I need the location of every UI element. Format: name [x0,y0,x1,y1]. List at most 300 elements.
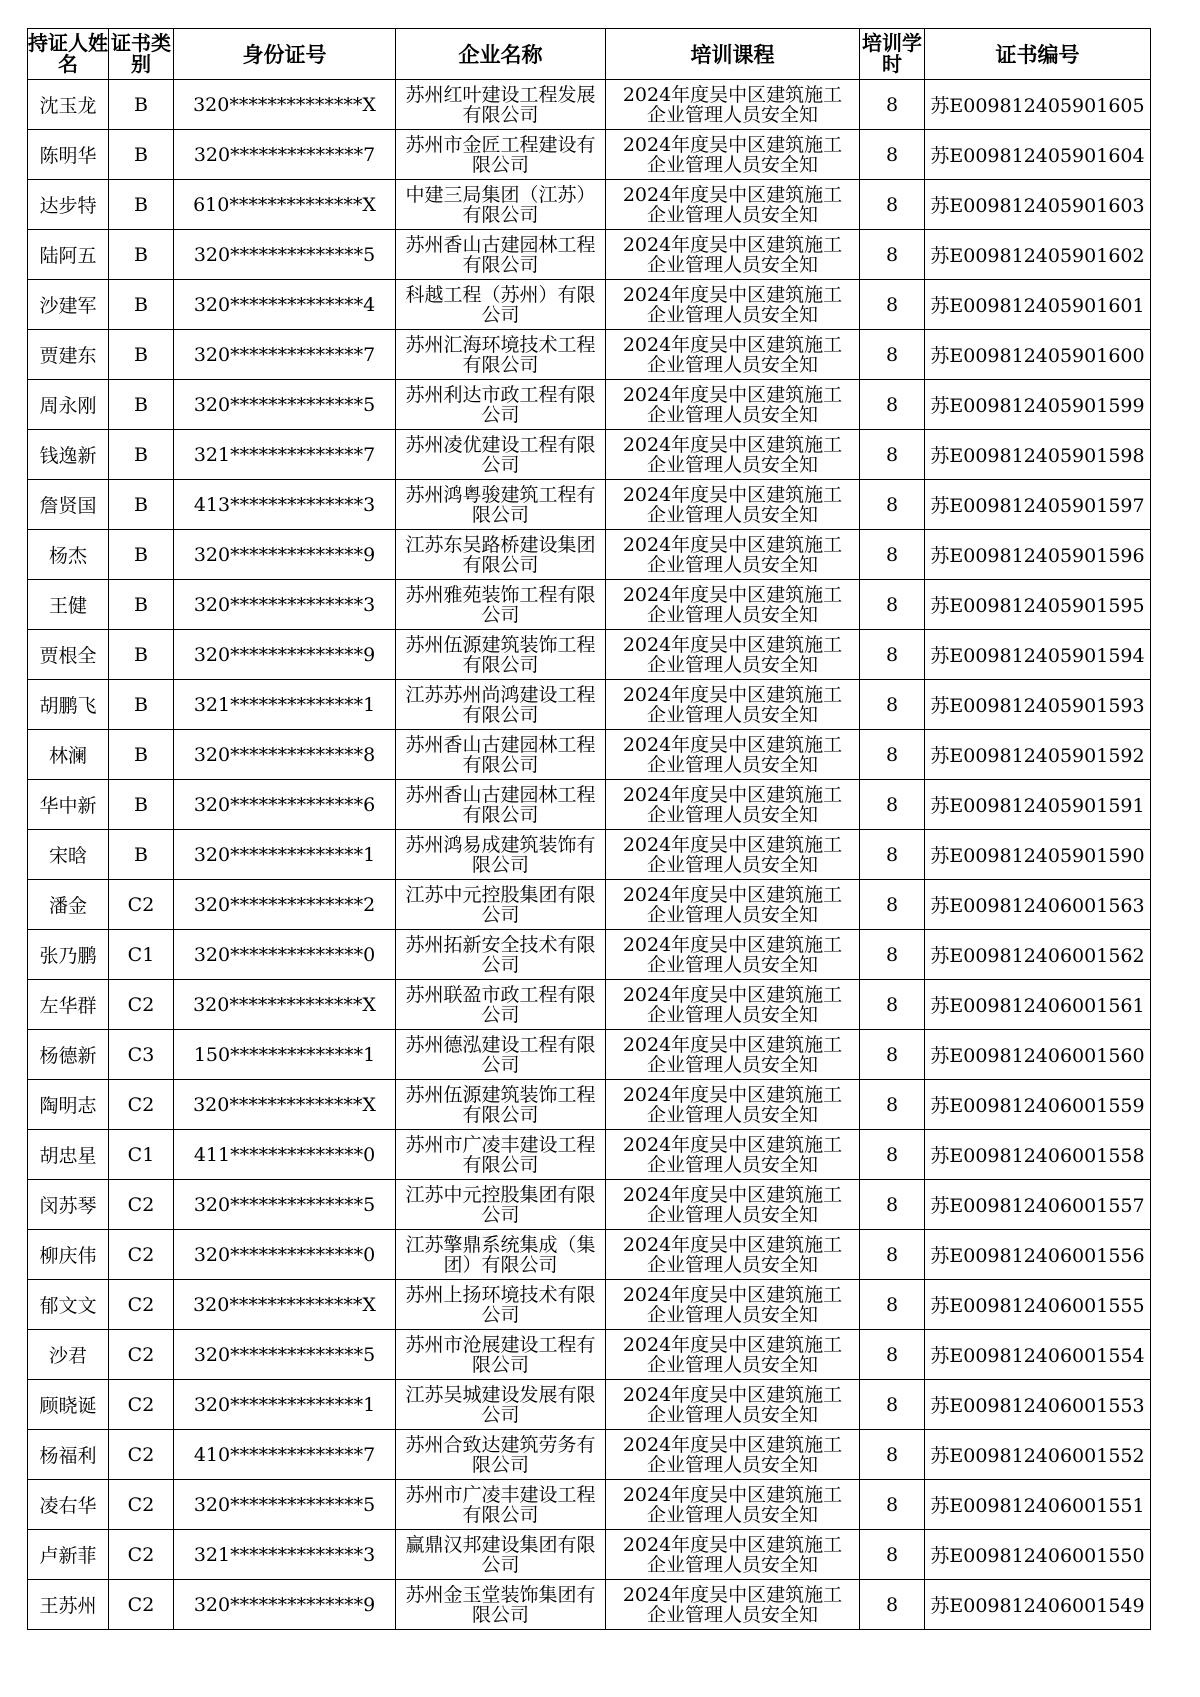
company-cell [396,780,606,830]
cert-type-cell: B [109,730,174,780]
company-cell-text: 苏州联盈市政工程有限公司 [405,984,596,1025]
table-header [28,29,1151,80]
company-cell [396,1180,606,1230]
course-cell [606,780,860,830]
course-cell-text: 2024年度吴中区建筑施工企业管理人员安全知 [622,1434,843,1475]
company-cell-text: 苏州汇海环境技术工程有限公司 [405,334,596,375]
course-cell-text: 2024年度吴中区建筑施工企业管理人员安全知 [622,434,843,475]
company-cell [396,1430,606,1480]
course-cell-text: 2024年度吴中区建筑施工企业管理人员安全知 [622,1234,843,1275]
cert-type-cell: C2 [109,1480,174,1530]
table-row [28,430,1151,480]
cert-type-cell: C2 [109,980,174,1030]
id-number-cell: 320**************1 [174,830,396,880]
id-number-cell: 610**************X [174,180,396,230]
id-number-cell: 320**************5 [174,230,396,280]
company-cell-text: 苏州伍源建筑装饰工程有限公司 [405,1084,596,1125]
course-cell-text: 2024年度吴中区建筑施工企业管理人员安全知 [622,584,843,625]
name-cell: 宋晗 [28,830,109,880]
table-row [28,480,1151,530]
course-cell [606,330,860,380]
header-course: 培训课程 [606,29,860,80]
company-cell [396,380,606,430]
company-cell [396,280,606,330]
name-cell: 杨福利 [28,1430,109,1480]
name-cell: 沙君 [28,1330,109,1380]
course-cell-text: 2024年度吴中区建筑施工企业管理人员安全知 [622,984,843,1025]
company-cell-text: 苏州利达市政工程有限公司 [405,384,596,425]
cert-no-cell: 苏E009812406001559 [925,1080,1151,1130]
cert-no-cell: 苏E009812405901604 [925,130,1151,180]
hours-cell: 8 [860,780,925,830]
course-cell [606,80,860,130]
cert-no-cell: 苏E009812405901594 [925,630,1151,680]
cert-no-cell: 苏E009812405901598 [925,430,1151,480]
cert-no-cell: 苏E009812405901591 [925,780,1151,830]
company-cell-text: 苏州鸿粤骏建筑工程有限公司 [405,484,596,525]
course-cell-text: 2024年度吴中区建筑施工企业管理人员安全知 [622,384,843,425]
company-cell-text: 江苏中元控股集团有限公司 [405,884,596,925]
course-cell-text: 2024年度吴中区建筑施工企业管理人员安全知 [622,1534,843,1575]
company-cell [396,730,606,780]
table-row [28,1080,1151,1130]
table-row [28,730,1151,780]
id-number-cell: 320**************5 [174,380,396,430]
course-cell-text: 2024年度吴中区建筑施工企业管理人员安全知 [622,134,843,175]
company-cell [396,830,606,880]
cert-type-cell: B [109,480,174,530]
id-number-cell: 321**************3 [174,1530,396,1580]
course-cell [606,1030,860,1080]
id-number-cell: 320**************0 [174,930,396,980]
cert-type-cell: B [109,280,174,330]
company-cell-text: 江苏苏州尚鸿建设工程有限公司 [405,684,596,725]
cert-no-cell: 苏E009812406001557 [925,1180,1151,1230]
cert-no-cell: 苏E009812405901605 [925,80,1151,130]
id-number-cell: 321**************7 [174,430,396,480]
company-cell [396,1330,606,1380]
id-number-cell: 320**************5 [174,1330,396,1380]
course-cell [606,1130,860,1180]
company-cell-text: 苏州凌优建设工程有限公司 [405,434,596,475]
course-cell-text: 2024年度吴中区建筑施工企业管理人员安全知 [622,1134,843,1175]
cert-no-cell: 苏E009812405901601 [925,280,1151,330]
name-cell: 郁文文 [28,1280,109,1330]
company-cell [396,1130,606,1180]
name-cell: 杨德新 [28,1030,109,1080]
name-cell: 詹贤国 [28,480,109,530]
cert-type-cell: C2 [109,1380,174,1430]
name-cell: 贾建东 [28,330,109,380]
course-cell-text: 2024年度吴中区建筑施工企业管理人员安全知 [622,334,843,375]
cert-no-cell: 苏E009812406001553 [925,1380,1151,1430]
company-cell [396,630,606,680]
course-cell [606,1530,860,1580]
company-cell-text: 苏州红叶建设工程发展有限公司 [405,84,596,125]
course-cell [606,980,860,1030]
company-cell-text: 苏州市广凌丰建设工程有限公司 [405,1484,596,1525]
name-cell: 陆阿五 [28,230,109,280]
cert-type-cell: C2 [109,1180,174,1230]
company-cell [396,1230,606,1280]
cert-no-cell: 苏E009812405901596 [925,530,1151,580]
header-cert-type: 证书类别 [109,29,174,80]
hours-cell: 8 [860,580,925,630]
company-cell [396,330,606,380]
course-cell [606,1180,860,1230]
hours-cell: 8 [860,930,925,980]
cert-type-cell: B [109,580,174,630]
hours-cell: 8 [860,280,925,330]
hours-cell: 8 [860,380,925,430]
course-cell-text: 2024年度吴中区建筑施工企业管理人员安全知 [622,1334,843,1375]
hours-cell: 8 [860,1080,925,1130]
hours-cell: 8 [860,730,925,780]
company-cell-text: 苏州德泓建设工程有限公司 [405,1034,596,1075]
company-cell-text: 苏州伍源建筑装饰工程有限公司 [405,634,596,675]
course-cell-text: 2024年度吴中区建筑施工企业管理人员安全知 [622,84,843,125]
course-cell-text: 2024年度吴中区建筑施工企业管理人员安全知 [622,1384,843,1425]
cert-type-cell: B [109,430,174,480]
id-number-cell: 320**************9 [174,530,396,580]
company-cell [396,430,606,480]
course-cell-text: 2024年度吴中区建筑施工企业管理人员安全知 [622,1584,843,1625]
cert-type-cell: C2 [109,1430,174,1480]
course-cell [606,280,860,330]
course-cell [606,830,860,880]
name-cell: 胡忠星 [28,1130,109,1180]
course-cell-text: 2024年度吴中区建筑施工企业管理人员安全知 [622,1034,843,1075]
company-cell-text: 苏州香山古建园林工程有限公司 [405,784,596,825]
course-cell [606,1230,860,1280]
name-cell: 凌右华 [28,1480,109,1530]
course-cell [606,680,860,730]
name-cell: 卢新菲 [28,1530,109,1580]
hours-cell: 8 [860,1430,925,1480]
table-row [28,530,1151,580]
company-cell-text: 江苏东吴路桥建设集团有限公司 [405,534,596,575]
table-row [28,1580,1151,1630]
course-cell-text: 2024年度吴中区建筑施工企业管理人员安全知 [622,934,843,975]
course-cell-text: 2024年度吴中区建筑施工企业管理人员安全知 [622,234,843,275]
table-row [28,80,1151,130]
company-cell [396,1580,606,1630]
header-hours: 培训学时 [860,29,925,80]
id-number-cell: 320**************X [174,80,396,130]
hours-cell: 8 [860,1580,925,1630]
course-cell [606,730,860,780]
table-row [28,1380,1151,1430]
hours-cell: 8 [860,430,925,480]
company-cell-text: 苏州雅苑装饰工程有限公司 [405,584,596,625]
id-number-cell: 320**************5 [174,1480,396,1530]
course-cell [606,480,860,530]
company-cell-text: 苏州合致达建筑劳务有限公司 [405,1434,596,1475]
company-cell [396,180,606,230]
hours-cell: 8 [860,1280,925,1330]
company-cell [396,530,606,580]
company-cell [396,1380,606,1430]
cert-no-cell: 苏E009812406001561 [925,980,1151,1030]
course-cell [606,930,860,980]
cert-no-cell: 苏E009812406001562 [925,930,1151,980]
id-number-cell: 320**************9 [174,1580,396,1630]
hours-cell: 8 [860,630,925,680]
hours-cell: 8 [860,1130,925,1180]
company-cell-text: 江苏擎鼎系统集成（集团）有限公司 [405,1234,596,1275]
hours-cell: 8 [860,880,925,930]
hours-cell: 8 [860,80,925,130]
company-cell [396,580,606,630]
name-cell: 王苏州 [28,1580,109,1630]
cert-no-cell: 苏E009812405901603 [925,180,1151,230]
cert-no-cell: 苏E009812405901599 [925,380,1151,430]
table-row [28,1530,1151,1580]
company-cell-text: 苏州香山古建园林工程有限公司 [405,734,596,775]
course-cell-text: 2024年度吴中区建筑施工企业管理人员安全知 [622,634,843,675]
company-cell-text: 苏州金玉堂装饰集团有限公司 [405,1584,596,1625]
table-row [28,380,1151,430]
company-cell [396,1530,606,1580]
header-cert-no: 证书编号 [925,29,1151,80]
cert-no-cell: 苏E009812405901597 [925,480,1151,530]
cert-type-cell: C2 [109,1280,174,1330]
cert-no-cell: 苏E009812406001550 [925,1530,1151,1580]
id-number-cell: 413**************3 [174,480,396,530]
cert-no-cell: 苏E009812405901593 [925,680,1151,730]
course-cell [606,580,860,630]
cert-type-cell: C2 [109,1580,174,1630]
cert-type-cell: B [109,330,174,380]
course-cell [606,1430,860,1480]
name-cell: 柳庆伟 [28,1230,109,1280]
cert-type-cell: B [109,80,174,130]
table-row [28,980,1151,1030]
id-number-cell: 320**************9 [174,630,396,680]
name-cell: 陶明志 [28,1080,109,1130]
cert-type-cell: C1 [109,930,174,980]
id-number-cell: 320**************X [174,1280,396,1330]
company-cell-text: 苏州市金匠工程建设有限公司 [405,134,596,175]
company-cell-text: 江苏吴城建设发展有限公司 [405,1384,596,1425]
hours-cell: 8 [860,830,925,880]
hours-cell: 8 [860,130,925,180]
course-cell-text: 2024年度吴中区建筑施工企业管理人员安全知 [622,484,843,525]
hours-cell: 8 [860,1330,925,1380]
table-row [28,830,1151,880]
cert-type-cell: B [109,780,174,830]
id-number-cell: 320**************X [174,980,396,1030]
hours-cell: 8 [860,1530,925,1580]
company-cell-text: 苏州拓新安全技术有限公司 [405,934,596,975]
table-row [28,630,1151,680]
name-cell: 陈明华 [28,130,109,180]
table-body [28,80,1151,1630]
company-cell [396,1030,606,1080]
course-cell [606,1280,860,1330]
course-cell-text: 2024年度吴中区建筑施工企业管理人员安全知 [622,534,843,575]
hours-cell: 8 [860,1380,925,1430]
company-cell-text: 苏州市广凌丰建设工程有限公司 [405,1134,596,1175]
cert-type-cell: B [109,230,174,280]
table-row [28,580,1151,630]
cert-no-cell: 苏E009812406001560 [925,1030,1151,1080]
id-number-cell: 320**************4 [174,280,396,330]
name-cell: 达步特 [28,180,109,230]
name-cell: 沈玉龙 [28,80,109,130]
hours-cell: 8 [860,230,925,280]
name-cell: 华中新 [28,780,109,830]
company-cell-text: 苏州市沧展建设工程有限公司 [405,1334,596,1375]
id-number-cell: 150**************1 [174,1030,396,1080]
course-cell-text: 2024年度吴中区建筑施工企业管理人员安全知 [622,1484,843,1525]
id-number-cell: 320**************8 [174,730,396,780]
cert-type-cell: C2 [109,1530,174,1580]
company-cell [396,80,606,130]
table-row [28,230,1151,280]
name-cell: 沙建军 [28,280,109,330]
course-cell [606,230,860,280]
cert-type-cell: C2 [109,1330,174,1380]
course-cell-text: 2024年度吴中区建筑施工企业管理人员安全知 [622,734,843,775]
id-number-cell: 320**************5 [174,1180,396,1230]
cert-no-cell: 苏E009812406001555 [925,1280,1151,1330]
course-cell [606,630,860,680]
table-row [28,1480,1151,1530]
hours-cell: 8 [860,1030,925,1080]
table-row [28,1330,1151,1380]
id-number-cell: 320**************7 [174,130,396,180]
company-cell-text: 中建三局集团（江苏）有限公司 [405,184,596,225]
hours-cell: 8 [860,680,925,730]
hours-cell: 8 [860,530,925,580]
company-cell-text: 赢鼎汉邦建设集团有限公司 [405,1534,596,1575]
table-row [28,130,1151,180]
course-cell [606,130,860,180]
cert-no-cell: 苏E009812406001563 [925,880,1151,930]
course-cell [606,1080,860,1130]
name-cell: 林澜 [28,730,109,780]
cert-type-cell: B [109,630,174,680]
company-cell [396,880,606,930]
company-cell [396,480,606,530]
course-cell [606,880,860,930]
course-cell-text: 2024年度吴中区建筑施工企业管理人员安全知 [622,1184,843,1225]
course-cell [606,180,860,230]
cert-type-cell: C1 [109,1130,174,1180]
table-row [28,680,1151,730]
header-row [28,29,1151,80]
cert-no-cell: 苏E009812405901595 [925,580,1151,630]
cert-type-cell: C3 [109,1030,174,1080]
id-number-cell: 411**************0 [174,1130,396,1180]
hours-cell: 8 [860,1180,925,1230]
cert-type-cell: C2 [109,1230,174,1280]
name-cell: 王健 [28,580,109,630]
course-cell-text: 2024年度吴中区建筑施工企业管理人员安全知 [622,684,843,725]
table-row [28,280,1151,330]
cert-no-cell: 苏E009812406001551 [925,1480,1151,1530]
company-cell [396,1080,606,1130]
name-cell: 左华群 [28,980,109,1030]
id-number-cell: 320**************0 [174,1230,396,1280]
cert-no-cell: 苏E009812406001556 [925,1230,1151,1280]
id-number-cell: 410**************7 [174,1430,396,1480]
company-cell-text: 江苏中元控股集团有限公司 [405,1184,596,1225]
course-cell [606,430,860,480]
company-cell-text: 苏州鸿易成建筑装饰有限公司 [405,834,596,875]
course-cell-text: 2024年度吴中区建筑施工企业管理人员安全知 [622,834,843,875]
name-cell: 贾根全 [28,630,109,680]
name-cell: 潘金 [28,880,109,930]
hours-cell: 8 [860,980,925,1030]
cert-no-cell: 苏E009812406001549 [925,1580,1151,1630]
name-cell: 张乃鹏 [28,930,109,980]
course-cell [606,1380,860,1430]
course-cell-text: 2024年度吴中区建筑施工企业管理人员安全知 [622,884,843,925]
course-cell [606,1580,860,1630]
course-cell-text: 2024年度吴中区建筑施工企业管理人员安全知 [622,1084,843,1125]
name-cell: 胡鹏飞 [28,680,109,730]
id-number-cell: 320**************X [174,1080,396,1130]
table-row [28,1180,1151,1230]
table-row [28,930,1151,980]
course-cell-text: 2024年度吴中区建筑施工企业管理人员安全知 [622,184,843,225]
table-row [28,1030,1151,1080]
company-cell [396,930,606,980]
cert-type-cell: B [109,830,174,880]
course-cell-text: 2024年度吴中区建筑施工企业管理人员安全知 [622,784,843,825]
cert-no-cell: 苏E009812406001552 [925,1430,1151,1480]
table-row [28,330,1151,380]
company-cell [396,230,606,280]
id-number-cell: 321**************1 [174,680,396,730]
course-cell [606,530,860,580]
company-cell [396,130,606,180]
table-row [28,180,1151,230]
table-row [28,880,1151,930]
hours-cell: 8 [860,330,925,380]
certificate-table [27,28,1151,1630]
cert-no-cell: 苏E009812405901592 [925,730,1151,780]
cert-no-cell: 苏E009812406001558 [925,1130,1151,1180]
cert-type-cell: B [109,530,174,580]
cert-type-cell: B [109,130,174,180]
id-number-cell: 320**************1 [174,1380,396,1430]
hours-cell: 8 [860,1480,925,1530]
cert-no-cell: 苏E009812405901590 [925,830,1151,880]
cert-type-cell: C2 [109,1080,174,1130]
id-number-cell: 320**************3 [174,580,396,630]
course-cell-text: 2024年度吴中区建筑施工企业管理人员安全知 [622,1284,843,1325]
name-cell: 顾晓诞 [28,1380,109,1430]
course-cell [606,1480,860,1530]
company-cell-text: 苏州上扬环境技术有限公司 [405,1284,596,1325]
table-row [28,1430,1151,1480]
course-cell-text: 2024年度吴中区建筑施工企业管理人员安全知 [622,284,843,325]
course-cell [606,380,860,430]
company-cell [396,980,606,1030]
company-cell-text: 科越工程（苏州）有限公司 [405,284,596,325]
company-cell [396,1480,606,1530]
cert-no-cell: 苏E009812405901602 [925,230,1151,280]
name-cell: 闵苏琴 [28,1180,109,1230]
id-number-cell: 320**************2 [174,880,396,930]
hours-cell: 8 [860,480,925,530]
id-number-cell: 320**************6 [174,780,396,830]
table-row [28,780,1151,830]
company-cell [396,680,606,730]
